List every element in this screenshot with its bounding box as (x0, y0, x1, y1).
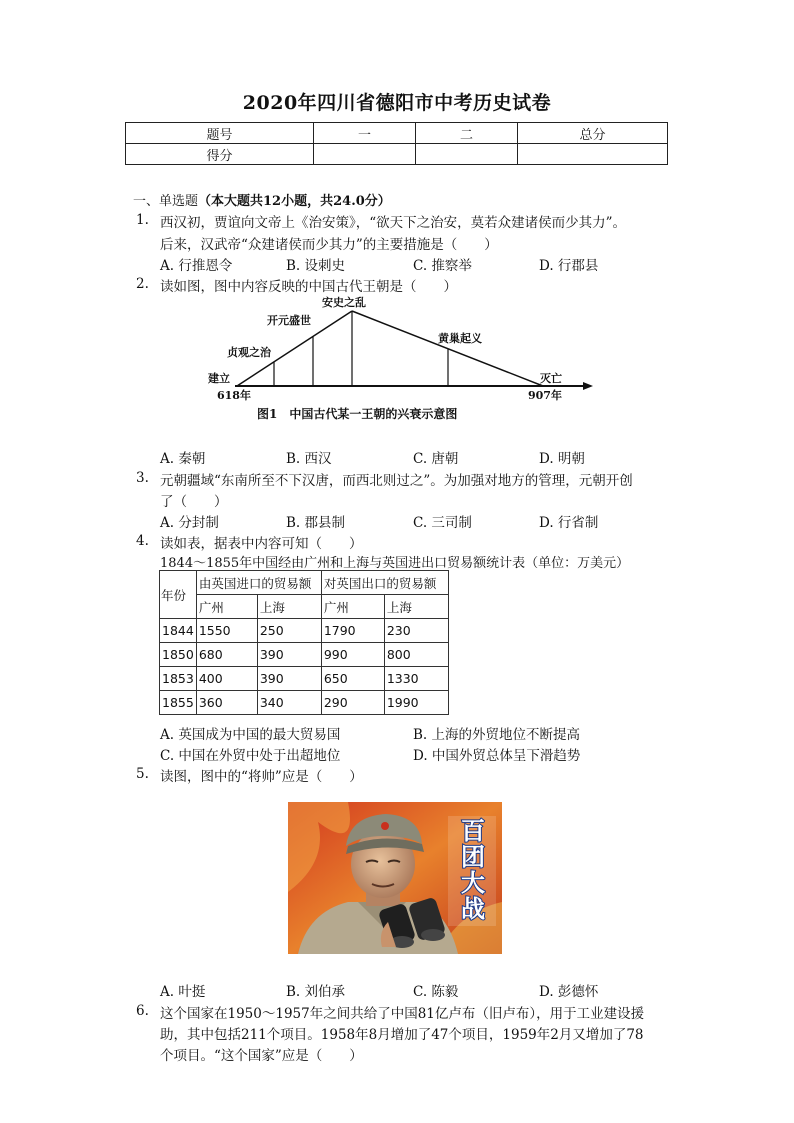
option-b[interactable]: B. 刘伯承 (286, 984, 346, 1000)
table-subheader: 广州 (321, 595, 384, 619)
label-end-year: 907年 (528, 389, 562, 402)
table-caption: 1844～1855年中国经由广州和上海与英国进出口贸易额统计表（单位：万美元） (160, 556, 630, 571)
table-cell: 390 (257, 643, 321, 667)
table-row (160, 691, 449, 715)
event-label: 安史之乱 (322, 296, 366, 309)
table-row (160, 667, 449, 691)
table-cell: 1550 (196, 619, 257, 643)
table-row (160, 619, 449, 643)
question-text: 元朝疆域“东南所至不下汉唐，而西北则过之”。为加强对地方的管理，元朝开创 (160, 473, 633, 489)
option-c[interactable]: C. 推察举 (413, 258, 472, 274)
question-text: 个项目。“这个国家”应是（ ） (160, 1048, 363, 1064)
label-fall: 灭亡 (540, 372, 562, 385)
table-subheader: 上海 (257, 595, 321, 619)
score-header-cell: 一 (314, 123, 416, 144)
option-b[interactable]: B. 西汉 (286, 451, 332, 467)
table-cell: 1790 (321, 619, 384, 643)
table-cell: 360 (196, 691, 257, 715)
question-number: 4. (136, 533, 149, 549)
table-cell: 1855 (160, 691, 197, 715)
event-label: 黄巢起义 (438, 332, 482, 345)
hundred-regiments-poster (288, 802, 502, 954)
question-text: 读如图，图中内容反映的中国古代王朝是（ ） (160, 279, 457, 295)
table-cell: 1853 (160, 667, 197, 691)
poster-title-char: 大 (461, 869, 485, 897)
option-d[interactable]: D. 行省制 (539, 515, 599, 531)
option-c[interactable]: C. 三司制 (413, 515, 472, 531)
score-cell[interactable] (518, 144, 668, 165)
option-a[interactable]: A. 英国成为中国的最大贸易国 (160, 727, 341, 743)
label-founded: 建立 (208, 372, 230, 385)
table-cell: 390 (257, 667, 321, 691)
option-b[interactable]: B. 郡县制 (286, 515, 346, 531)
section-label: 一、单选题 (133, 194, 199, 209)
table-subheader: 广州 (196, 595, 257, 619)
table-cell: 800 (384, 643, 448, 667)
table-header: 对英国出口的贸易额 (321, 571, 448, 595)
figure-caption: 图1 中国古代某一王朝的兴衰示意图 (257, 407, 458, 421)
option-d[interactable]: D. 中国外贸总体呈下滑趋势 (413, 748, 581, 764)
score-header-cell: 总分 (518, 123, 668, 144)
poster-title-char: 团 (461, 843, 485, 871)
table-cell: 680 (196, 643, 257, 667)
option-a[interactable]: A. 分封制 (160, 515, 219, 531)
question-text: 读图，图中的“将帅”应是（ ） (160, 769, 363, 785)
table-cell: 1844 (160, 619, 197, 643)
question-text: 助，其中包括211个项目。1958年8月增加了47个项目，1959年2月又增加了78 (160, 1027, 644, 1043)
question-text: 读如表，据表中内容可知（ ） (160, 536, 363, 552)
table-cell: 650 (321, 667, 384, 691)
table-header: 年份 (160, 571, 197, 619)
option-b[interactable]: B. 设刺史 (286, 258, 346, 274)
table-cell: 290 (321, 691, 384, 715)
poster-title-char: 战 (461, 895, 485, 923)
option-d[interactable]: D. 行郡县 (539, 258, 599, 274)
score-header-cell: 二 (416, 123, 518, 144)
option-c[interactable]: C. 陈毅 (413, 984, 459, 1000)
event-label: 开元盛世 (267, 314, 311, 327)
label-start-year: 618年 (217, 389, 251, 402)
poster-title-char: 百 (461, 817, 485, 845)
table-row (160, 643, 449, 667)
option-d[interactable]: D. 明朝 (539, 451, 585, 467)
question-number: 3. (136, 470, 149, 486)
table-cell: 340 (257, 691, 321, 715)
option-c[interactable]: C. 中国在外贸中处于出超地位 (160, 748, 341, 764)
option-d[interactable]: D. 彭德怀 (539, 984, 599, 1000)
table-cell: 230 (384, 619, 448, 643)
dynasty-rise-fall-diagram (205, 308, 595, 428)
table-cell: 400 (196, 667, 257, 691)
table-header: 由英国进口的贸易额 (196, 571, 321, 595)
poster-title (450, 818, 496, 922)
trade-table (159, 570, 449, 715)
option-a[interactable]: A. 行推恩令 (160, 258, 233, 274)
table-cell: 990 (321, 643, 384, 667)
question-text: 后来，汉武帝“众建诸侯而少其力”的主要措施是（ ） (160, 237, 498, 253)
question-number: 5. (136, 766, 149, 782)
table-cell: 1330 (384, 667, 448, 691)
score-cell[interactable] (416, 144, 518, 165)
score-cell[interactable] (314, 144, 416, 165)
question-text: 了（ ） (160, 494, 228, 510)
table-cell: 250 (257, 619, 321, 643)
event-label: 贞观之治 (227, 346, 271, 359)
question-number: 6. (136, 1003, 149, 1019)
page-title: 2020年四川省德阳市中考历史试卷 (242, 92, 552, 114)
question-number: 2. (136, 276, 149, 292)
score-row-label: 得分 (126, 144, 314, 165)
option-c[interactable]: C. 唐朝 (413, 451, 459, 467)
question-text: 这个国家在1950～1957年之间共给了中国81亿卢布（旧卢布），用于工业建设援 (160, 1006, 645, 1022)
question-number: 1. (136, 212, 149, 228)
table-subheader: 上海 (384, 595, 448, 619)
score-header-cell: 题号 (126, 123, 314, 144)
section-note: （本大题共12小题，共24.0分） (198, 194, 391, 209)
table-cell: 1990 (384, 691, 448, 715)
table-cell: 1850 (160, 643, 197, 667)
option-a[interactable]: A. 秦朝 (160, 451, 206, 467)
option-b[interactable]: B. 上海的外贸地位不断提高 (413, 727, 581, 743)
question-text: 西汉初，贾谊向文帝上《治安策》，“欲天下之治安，莫若众建诸侯而少其力”。 (160, 215, 627, 231)
option-a[interactable]: A. 叶挺 (160, 984, 206, 1000)
section-heading (133, 190, 391, 209)
score-table (125, 122, 668, 165)
